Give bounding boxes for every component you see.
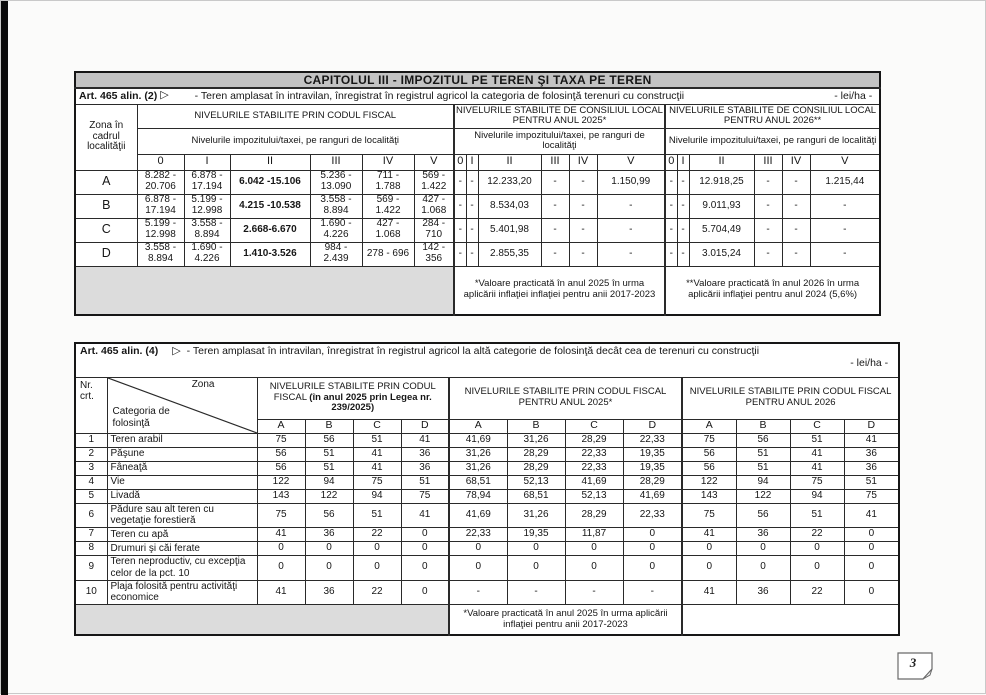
local-2025-value: - bbox=[466, 194, 478, 218]
category-label: Plaja folosită pentru activităţi economice bbox=[107, 580, 257, 605]
category-label: Pădure sau alt teren cu vegetaţie forestieră bbox=[107, 503, 257, 528]
local-2025-value: - bbox=[454, 242, 466, 266]
rank-header: 0 bbox=[137, 154, 184, 170]
zone-letter-header: A bbox=[449, 419, 507, 433]
fiscal-2025-law-group-header bbox=[257, 377, 449, 419]
fiscal-law-value: 51 bbox=[353, 433, 401, 447]
fiscal-law-value: 56 bbox=[257, 461, 305, 475]
fiscal-2026-value: 51 bbox=[790, 433, 844, 447]
rank-header: IV bbox=[362, 154, 414, 170]
fiscal-range-value: 1.690 - 4.226 bbox=[310, 218, 362, 242]
rank-header: II bbox=[230, 154, 310, 170]
fiscal-2026-value: 75 bbox=[682, 503, 736, 528]
fiscal-2025-value: 78,94 bbox=[449, 489, 507, 503]
page-number: 3 bbox=[909, 655, 917, 670]
rank-header: V bbox=[597, 154, 665, 170]
local-2025-value: - bbox=[466, 242, 478, 266]
fiscal-2025-value: 68,51 bbox=[507, 489, 565, 503]
fiscal-2026-value: 56 bbox=[682, 447, 736, 461]
fiscal-range-value: 569 - 1.422 bbox=[362, 194, 414, 218]
fiscal-law-value: 51 bbox=[305, 461, 353, 475]
fiscal-law-value: 36 bbox=[401, 461, 449, 475]
empty-cell bbox=[682, 605, 899, 635]
local-2025-value: - bbox=[597, 194, 665, 218]
fiscal-law-value: 36 bbox=[305, 580, 353, 605]
local-2026-value: - bbox=[665, 242, 677, 266]
rank-header: V bbox=[414, 154, 454, 170]
zone-letter-header: A bbox=[682, 419, 736, 433]
local-2025-value: 8.534,03 bbox=[478, 194, 541, 218]
fiscal-2026-value: 36 bbox=[736, 528, 790, 542]
local-2026-value: - bbox=[754, 170, 782, 194]
fiscal-law-value: 0 bbox=[353, 556, 401, 581]
category-label: Fâneaţă bbox=[107, 461, 257, 475]
fiscal-2026-value: 0 bbox=[790, 556, 844, 581]
ranks-subtitle: Nivelurile impozitului/taxei, pe ranguri de localităţi bbox=[137, 128, 454, 154]
fiscal-range-value: 8.282 - 20.706 bbox=[137, 170, 184, 194]
fiscal-law-value: 0 bbox=[305, 542, 353, 556]
fiscal-2026-value: 143 bbox=[682, 489, 736, 503]
zone-row-A bbox=[75, 170, 880, 194]
local-2026-value: 3.015,24 bbox=[689, 242, 754, 266]
table-art465-alin2 bbox=[74, 71, 881, 316]
fiscal-2025-value: 52,13 bbox=[565, 489, 623, 503]
fiscal-range-value: 3.558 - 8.894 bbox=[184, 218, 230, 242]
empty-shaded-cell bbox=[75, 605, 449, 635]
fiscal-2025-value: 19,35 bbox=[623, 447, 682, 461]
local-2025-value: 1.150,99 bbox=[597, 170, 665, 194]
fiscal-2025-value: 41,69 bbox=[449, 503, 507, 528]
fiscal-2026-group-header: NIVELURILE STABILITE PRIN CODUL FISCAL PENTRU ANUL 2026 bbox=[682, 377, 899, 419]
fiscal-law-value: 0 bbox=[305, 556, 353, 581]
fiscal-2025-value: 11,87 bbox=[565, 528, 623, 542]
local-2025-value: - bbox=[541, 170, 569, 194]
category-row-5 bbox=[75, 489, 899, 503]
nr-crt-header: Nr. crt. bbox=[75, 377, 107, 433]
fiscal-2026-value: 56 bbox=[682, 461, 736, 475]
footnote-2026: **Valoare practicată în anul 2026 în urma aplicării inflaţiei pentru anul 2024 (5,6%) bbox=[665, 266, 880, 315]
rank-header: I bbox=[677, 154, 689, 170]
group1-title-normal: NIVELURILE STABILITE PRIN CODUL FISCAL bbox=[269, 381, 436, 403]
category-label: Teren neproductiv, cu excepţia celor de la pct. 10 bbox=[107, 556, 257, 581]
article-2-label: Art. 465 alin. (2) bbox=[79, 89, 158, 102]
fiscal-2025-value: 41,69 bbox=[449, 433, 507, 447]
footnote-2025: *Valoare practicată în anul 2025 în urma aplicării inflaţiei inflaţiei pentru anii 2017-2023 bbox=[454, 266, 665, 315]
fiscal-range-value: 427 - 1.068 bbox=[414, 194, 454, 218]
zone-label: B bbox=[75, 194, 137, 218]
page-number-box bbox=[896, 651, 934, 681]
fiscal-range-value: 278 - 696 bbox=[362, 242, 414, 266]
fiscal-2025-value: 0 bbox=[449, 542, 507, 556]
fiscal-2025-value: 52,13 bbox=[507, 475, 565, 489]
diag-categoria-label: Categoria de folosinţă bbox=[112, 405, 170, 429]
fiscal-2026-value: 22 bbox=[790, 528, 844, 542]
category-label: Teren arabil bbox=[107, 433, 257, 447]
local-2025-value: - bbox=[454, 194, 466, 218]
zone-letter-header: B bbox=[507, 419, 565, 433]
chapter-title: CAPITOLUL III - IMPOZITUL PE TEREN ŞI TAXA PE TEREN bbox=[75, 72, 880, 88]
fiscal-law-value: 0 bbox=[257, 556, 305, 581]
row-number: 10 bbox=[75, 580, 107, 605]
rank-header: V bbox=[810, 154, 880, 170]
local-2025-value: - bbox=[569, 170, 597, 194]
local-2025-value: 2.855,35 bbox=[478, 242, 541, 266]
fiscal-range-value: 5.199 - 12.998 bbox=[137, 218, 184, 242]
fiscal-range-value: 1.690 - 4.226 bbox=[184, 242, 230, 266]
category-label: Vie bbox=[107, 475, 257, 489]
category-row-7 bbox=[75, 528, 899, 542]
local-2025-value: 12.233,20 bbox=[478, 170, 541, 194]
fiscal-law-value: 94 bbox=[305, 475, 353, 489]
fiscal-law-value: 122 bbox=[305, 489, 353, 503]
fiscal-2026-value: 41 bbox=[844, 503, 899, 528]
zone-letter-header: B bbox=[305, 419, 353, 433]
local-2026-value: - bbox=[677, 170, 689, 194]
fiscal-2025-value: 22,33 bbox=[623, 503, 682, 528]
local-2026-value: - bbox=[782, 218, 810, 242]
fiscal-range-value: 5.236 - 13.090 bbox=[310, 170, 362, 194]
fiscal-range-value: 3.558 - 8.894 bbox=[137, 242, 184, 266]
fiscal-law-value: 122 bbox=[257, 475, 305, 489]
fiscal-2026-value: 0 bbox=[736, 556, 790, 581]
fiscal-law-value: 75 bbox=[257, 433, 305, 447]
fiscal-2025-value: 28,29 bbox=[507, 461, 565, 475]
local-2025-group-header: NIVELURILE STABILITE DE CONSILIUL LOCAL PENTRU ANUL 2025* bbox=[454, 104, 665, 128]
rank-header: III bbox=[310, 154, 362, 170]
fiscal-2025-value: 22,33 bbox=[623, 433, 682, 447]
fiscal-2026-value: 122 bbox=[736, 489, 790, 503]
fiscal-law-value: 51 bbox=[353, 503, 401, 528]
fiscal-2025-value: - bbox=[565, 580, 623, 605]
fiscal-2025-value: 31,26 bbox=[449, 447, 507, 461]
local-2026-group-header: NIVELURILE STABILITE DE CONSILIUL LOCAL PENTRU ANUL 2026** bbox=[665, 104, 880, 128]
fiscal-2025-value: 22,33 bbox=[565, 447, 623, 461]
group1-title-bold: (în anul 2025 prin Legea nr. 239/2025) bbox=[309, 391, 432, 414]
article-4-row bbox=[75, 343, 899, 377]
local-2025-value: - bbox=[454, 218, 466, 242]
fiscal-law-value: 0 bbox=[401, 556, 449, 581]
fiscal-range-value: 6.878 - 17.194 bbox=[137, 194, 184, 218]
fiscal-2026-value: 0 bbox=[736, 542, 790, 556]
fiscal-law-value: 143 bbox=[257, 489, 305, 503]
zone-row-B bbox=[75, 194, 880, 218]
fiscal-law-value: 22 bbox=[353, 528, 401, 542]
unit-label: - lei/ha - bbox=[850, 356, 889, 369]
local-2026-value: - bbox=[782, 194, 810, 218]
fiscal-2026-value: 0 bbox=[682, 556, 736, 581]
fiscal-range-value: 142 - 356 bbox=[414, 242, 454, 266]
fiscal-2025-value: 41,69 bbox=[565, 475, 623, 489]
fiscal-range-value: 3.558 - 8.894 bbox=[310, 194, 362, 218]
fiscal-law-value: 56 bbox=[305, 503, 353, 528]
fiscal-law-value: 56 bbox=[305, 433, 353, 447]
zone-letter-header: C bbox=[353, 419, 401, 433]
rank-header: II bbox=[689, 154, 754, 170]
fiscal-code-group-header: NIVELURILE STABILITE PRIN CODUL FISCAL bbox=[137, 104, 454, 128]
local-2025-value: - bbox=[569, 242, 597, 266]
fiscal-2026-value: 36 bbox=[844, 447, 899, 461]
local-2025-value: - bbox=[597, 242, 665, 266]
fiscal-law-value: 0 bbox=[401, 542, 449, 556]
article-2-row bbox=[75, 88, 880, 104]
local-2026-value: - bbox=[754, 242, 782, 266]
fiscal-2026-value: 94 bbox=[736, 475, 790, 489]
zone-letter-header: B bbox=[736, 419, 790, 433]
arrowhead-icon: ▷ bbox=[160, 89, 169, 102]
fiscal-law-value: 0 bbox=[353, 542, 401, 556]
fiscal-range-value: 427 - 1.068 bbox=[362, 218, 414, 242]
local-2025-value: - bbox=[541, 242, 569, 266]
local-2026-value: - bbox=[754, 194, 782, 218]
fiscal-law-value: 36 bbox=[305, 528, 353, 542]
diag-zona-label: Zona bbox=[191, 378, 215, 390]
local-2026-value: - bbox=[782, 170, 810, 194]
row-number: 5 bbox=[75, 489, 107, 503]
zone-row-C bbox=[75, 218, 880, 242]
fiscal-range-value: 1.410-3.526 bbox=[230, 242, 310, 266]
rank-header: II bbox=[478, 154, 541, 170]
fiscal-law-value: 56 bbox=[257, 447, 305, 461]
fiscal-2025-value: - bbox=[623, 580, 682, 605]
fiscal-2026-value: 75 bbox=[682, 433, 736, 447]
fiscal-law-value: 0 bbox=[401, 528, 449, 542]
fiscal-2025-value: 0 bbox=[623, 556, 682, 581]
fiscal-range-value: 4.215 -10.538 bbox=[230, 194, 310, 218]
rank-header: 0 bbox=[665, 154, 677, 170]
zone-label: C bbox=[75, 218, 137, 242]
local-2026-value: 12.918,25 bbox=[689, 170, 754, 194]
fiscal-2025-value: 28,29 bbox=[565, 503, 623, 528]
local-2025-value: - bbox=[466, 218, 478, 242]
category-row-10 bbox=[75, 580, 899, 605]
fiscal-2025-value: 19,35 bbox=[507, 528, 565, 542]
rank-header: III bbox=[541, 154, 569, 170]
category-row-9 bbox=[75, 556, 899, 581]
fiscal-2025-value: 0 bbox=[507, 542, 565, 556]
diagonal-header-cell bbox=[107, 377, 257, 433]
fiscal-law-value: 41 bbox=[401, 433, 449, 447]
fiscal-2026-value: 41 bbox=[790, 461, 844, 475]
fiscal-2025-value: 0 bbox=[565, 556, 623, 581]
category-label: Teren cu apă bbox=[107, 528, 257, 542]
fiscal-2025-value: 0 bbox=[449, 556, 507, 581]
row-number: 9 bbox=[75, 556, 107, 581]
row-number: 8 bbox=[75, 542, 107, 556]
fiscal-2025-value: 31,26 bbox=[507, 503, 565, 528]
footnote-2025: *Valoare practicată în anul 2025 în urma aplicării inflaţiei pentru anii 2017-2023 bbox=[449, 605, 682, 635]
local-2026-value: - bbox=[810, 218, 880, 242]
fiscal-range-value: 2.668-6.670 bbox=[230, 218, 310, 242]
unit-label: - lei/ha - bbox=[834, 89, 873, 102]
category-label: Păşune bbox=[107, 447, 257, 461]
local-2026-value: - bbox=[810, 194, 880, 218]
fiscal-law-value: 75 bbox=[401, 489, 449, 503]
local-2025-value: - bbox=[541, 218, 569, 242]
fiscal-2026-value: 0 bbox=[844, 580, 899, 605]
local-2026-value: - bbox=[677, 194, 689, 218]
fiscal-2026-value: 51 bbox=[736, 461, 790, 475]
local-2025-value: - bbox=[466, 170, 478, 194]
fiscal-range-value: 6.878 - 17.194 bbox=[184, 170, 230, 194]
local-2026-value: - bbox=[665, 218, 677, 242]
local-2026-value: - bbox=[677, 218, 689, 242]
rank-header: I bbox=[184, 154, 230, 170]
fiscal-law-value: 75 bbox=[353, 475, 401, 489]
fiscal-2026-value: 41 bbox=[682, 580, 736, 605]
fiscal-2025-value: 22,33 bbox=[565, 461, 623, 475]
fiscal-2026-value: 51 bbox=[844, 475, 899, 489]
fiscal-2026-value: 41 bbox=[844, 433, 899, 447]
rank-header: 0 bbox=[454, 154, 466, 170]
fiscal-2026-value: 75 bbox=[844, 489, 899, 503]
local-2025-value: - bbox=[569, 194, 597, 218]
local-2025-value: - bbox=[454, 170, 466, 194]
local-2025-value: - bbox=[569, 218, 597, 242]
fiscal-range-value: 711 - 1.788 bbox=[362, 170, 414, 194]
ranks-subtitle: Nivelurile impozitului/taxei, pe ranguri de localităţi bbox=[665, 128, 880, 154]
fiscal-2026-value: 51 bbox=[736, 447, 790, 461]
category-row-3 bbox=[75, 461, 899, 475]
fiscal-2026-value: 122 bbox=[682, 475, 736, 489]
article-2-text: - Teren amplasat în intravilan, înregistrat în registrul agricol la categoria de folosinţă terenuri cu construcţii bbox=[194, 89, 685, 102]
fiscal-2026-value: 36 bbox=[736, 580, 790, 605]
row-number: 1 bbox=[75, 433, 107, 447]
category-row-1 bbox=[75, 433, 899, 447]
fiscal-law-value: 51 bbox=[305, 447, 353, 461]
fiscal-2025-value: 28,29 bbox=[507, 447, 565, 461]
rank-header-row bbox=[75, 154, 880, 170]
rank-header: III bbox=[754, 154, 782, 170]
category-row-6 bbox=[75, 503, 899, 528]
fiscal-range-value: 569 - 1.422 bbox=[414, 170, 454, 194]
local-2026-value: - bbox=[677, 242, 689, 266]
category-row-2 bbox=[75, 447, 899, 461]
zone-label: D bbox=[75, 242, 137, 266]
zone-letter-header: A bbox=[257, 419, 305, 433]
zone-letter-header: D bbox=[401, 419, 449, 433]
local-2026-value: 9.011,93 bbox=[689, 194, 754, 218]
fiscal-2026-value: 22 bbox=[790, 580, 844, 605]
fiscal-2025-value: - bbox=[449, 580, 507, 605]
fiscal-law-value: 94 bbox=[353, 489, 401, 503]
fiscal-range-value: 6.042 -15.106 bbox=[230, 170, 310, 194]
article-4-text: - Teren amplasat în intravilan, înregistrat în registrul agricol la altă categorie de folosinţă decât cea de terenuri cu construcţii bbox=[186, 345, 760, 358]
rank-header: I bbox=[466, 154, 478, 170]
ranks-subtitle: Nivelurile impozitului/taxei, pe ranguri de localităţi bbox=[454, 128, 665, 154]
fiscal-2025-value: 68,51 bbox=[449, 475, 507, 489]
row-number: 2 bbox=[75, 447, 107, 461]
fiscal-law-value: 41 bbox=[257, 528, 305, 542]
article-4-label: Art. 465 alin. (4) bbox=[80, 345, 159, 358]
fiscal-range-value: 284 - 710 bbox=[414, 218, 454, 242]
zone-letter-header: D bbox=[844, 419, 899, 433]
local-2026-value: - bbox=[754, 218, 782, 242]
fiscal-2026-value: 56 bbox=[736, 433, 790, 447]
fiscal-2026-value: 36 bbox=[844, 461, 899, 475]
local-2025-value: 5.401,98 bbox=[478, 218, 541, 242]
category-row-4 bbox=[75, 475, 899, 489]
fiscal-range-value: 5.199 - 12.998 bbox=[184, 194, 230, 218]
local-2025-value: - bbox=[597, 218, 665, 242]
zone-letter-header: D bbox=[623, 419, 682, 433]
category-label: Drumuri şi căi ferate bbox=[107, 542, 257, 556]
scan-edge-artifact bbox=[1, 1, 8, 695]
fiscal-2026-value: 75 bbox=[790, 475, 844, 489]
local-2026-value: - bbox=[665, 170, 677, 194]
row-number: 7 bbox=[75, 528, 107, 542]
row-number: 6 bbox=[75, 503, 107, 528]
local-2026-value: - bbox=[782, 242, 810, 266]
fiscal-2025-value: 0 bbox=[623, 542, 682, 556]
fiscal-2026-value: 0 bbox=[844, 528, 899, 542]
fiscal-law-value: 22 bbox=[353, 580, 401, 605]
arrowhead-icon: ▷ bbox=[172, 345, 181, 357]
zone-label: A bbox=[75, 170, 137, 194]
fiscal-law-value: 41 bbox=[257, 580, 305, 605]
zone-letter-header: C bbox=[565, 419, 623, 433]
table-art465-alin4 bbox=[74, 342, 900, 636]
row-number: 3 bbox=[75, 461, 107, 475]
empty-shaded-cell bbox=[75, 266, 454, 315]
fiscal-2026-value: 56 bbox=[736, 503, 790, 528]
fiscal-2025-group-header: NIVELURILE STABILITE PRIN CODUL FISCAL PENTRU ANUL 2025* bbox=[449, 377, 682, 419]
fiscal-law-value: 41 bbox=[353, 461, 401, 475]
local-2026-value: - bbox=[665, 194, 677, 218]
rank-header: IV bbox=[782, 154, 810, 170]
fiscal-2025-value: 0 bbox=[623, 528, 682, 542]
zone-letter-header: C bbox=[790, 419, 844, 433]
fiscal-2026-value: 41 bbox=[790, 447, 844, 461]
fiscal-2025-value: 0 bbox=[565, 542, 623, 556]
local-2026-value: - bbox=[810, 242, 880, 266]
local-2026-value: 5.704,49 bbox=[689, 218, 754, 242]
fiscal-2025-value: 19,35 bbox=[623, 461, 682, 475]
fiscal-2026-value: 0 bbox=[790, 542, 844, 556]
zone-row-D bbox=[75, 242, 880, 266]
fiscal-law-value: 51 bbox=[401, 475, 449, 489]
fiscal-law-value: 75 bbox=[257, 503, 305, 528]
fiscal-2026-value: 0 bbox=[844, 542, 899, 556]
fiscal-2026-value: 51 bbox=[790, 503, 844, 528]
fiscal-law-value: 41 bbox=[401, 503, 449, 528]
local-2025-value: - bbox=[541, 194, 569, 218]
fiscal-law-value: 0 bbox=[257, 542, 305, 556]
fiscal-law-value: 41 bbox=[353, 447, 401, 461]
category-label: Livadă bbox=[107, 489, 257, 503]
fiscal-2025-value: 28,29 bbox=[565, 433, 623, 447]
zone-column-header: Zona în cadrul localităţii bbox=[75, 104, 137, 170]
fiscal-2025-value: 31,26 bbox=[507, 433, 565, 447]
fiscal-2025-value: 41,69 bbox=[623, 489, 682, 503]
fiscal-2026-value: 94 bbox=[790, 489, 844, 503]
rank-header: IV bbox=[569, 154, 597, 170]
category-row-8 bbox=[75, 542, 899, 556]
fiscal-2025-value: - bbox=[507, 580, 565, 605]
fiscal-2026-value: 0 bbox=[844, 556, 899, 581]
row-number: 4 bbox=[75, 475, 107, 489]
fiscal-range-value: 984 - 2.439 bbox=[310, 242, 362, 266]
fiscal-2026-value: 41 bbox=[682, 528, 736, 542]
fiscal-law-value: 36 bbox=[401, 447, 449, 461]
fiscal-law-value: 0 bbox=[401, 580, 449, 605]
local-2026-value: 1.215,44 bbox=[810, 170, 880, 194]
fiscal-2025-value: 0 bbox=[507, 556, 565, 581]
fiscal-2025-value: 22,33 bbox=[449, 528, 507, 542]
fiscal-2026-value: 0 bbox=[682, 542, 736, 556]
fiscal-2025-value: 31,26 bbox=[449, 461, 507, 475]
fiscal-2025-value: 28,29 bbox=[623, 475, 682, 489]
